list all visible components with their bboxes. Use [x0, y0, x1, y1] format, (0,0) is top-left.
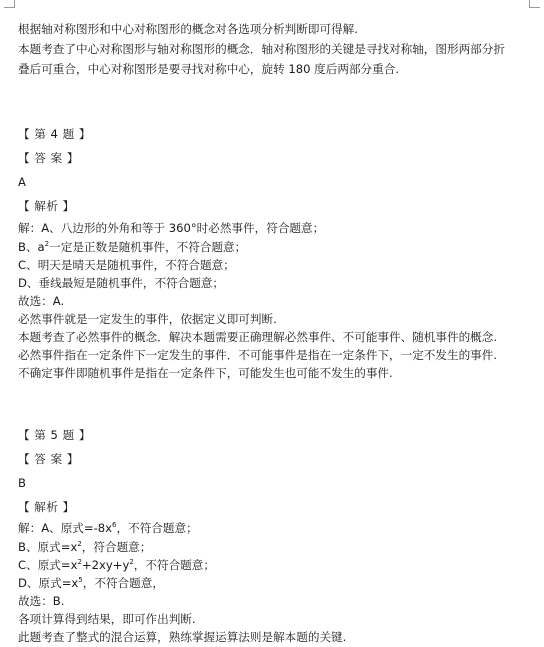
q4-explanation-1: 必然事件就是一定发生的事件，依据定义即可判断. — [18, 312, 277, 326]
q5-option-c: C、原式$=x^2+2xy+y^2$，不符合题意； — [18, 558, 215, 572]
intro-line-2: 本题考查了中心对称图形与轴对称图形的概念．轴对称图形的关键是寻找对称轴，图形两部分折 — [18, 42, 505, 56]
q5-option-d: D、原式$=x^5$，不符合题意， — [18, 576, 164, 590]
intro-line-1: 根据轴对称图形和中心对称图形的概念对各选项分析判断即可得解. — [18, 22, 358, 36]
q5-option-a: 解：A、原式$=-8x^6$，不符合题意； — [18, 521, 198, 535]
q5-explanation-1: 各项计算得到结果，即可作出判断. — [18, 612, 196, 626]
q4-answer: A — [18, 175, 26, 189]
q4-title: 【 第 4 题 】 — [18, 127, 91, 141]
q4-analysis-label: 【 解析 】 — [18, 199, 75, 213]
q5-title: 【 第 5 题 】 — [18, 428, 91, 442]
q4-explanation-3: 必然事件指在一定条件下一定发生的事件．不可能事件是指在一定条件下，一定不发生的事件. — [18, 348, 498, 362]
q5-option-b: B、原式$=x^2$，符合题意； — [18, 540, 152, 554]
q5-explanation-2: 此题考查了整式的混合运算，熟练掌握运算法则是解本题的关键. — [18, 630, 347, 644]
q5-choice: 故选：B. — [18, 594, 65, 608]
q4-option-c: C、明天是晴天是随机事件，不符合题意； — [18, 258, 235, 272]
q4-option-a: 解：A、八边形的外角和等于 360°时必然事件，符合题意； — [18, 221, 325, 235]
q4-answer-label: 【 答 案 】 — [18, 151, 79, 165]
q4-explanation-2: 本题考查了必然事件的概念．解决本题需要正确理解必然事件、不可能事件、随机事件的概念. — [18, 330, 498, 344]
q4-choice: 故选：A. — [18, 294, 65, 308]
q4-option-b: B、$a^2$一定是正数是随机事件，不符合题意； — [18, 240, 247, 254]
intro-line-3: 叠后可重合，中心对称图形是要寻找对称中心，旋转 180 度后两部分重合. — [18, 62, 399, 76]
page-corner-mark-left — [4, 0, 15, 8]
page-corner-mark-right — [529, 0, 540, 8]
q5-answer: B — [18, 476, 26, 490]
q5-answer-label: 【 答 案 】 — [18, 452, 79, 466]
q4-explanation-4: 不确定事件即随机事件是指在一定条件下，可能发生也可能不发生的事件. — [18, 366, 393, 380]
q5-analysis-label: 【 解析 】 — [18, 500, 75, 514]
q4-option-d: D、垂线最短是随机事件，不符合题意； — [18, 276, 225, 290]
